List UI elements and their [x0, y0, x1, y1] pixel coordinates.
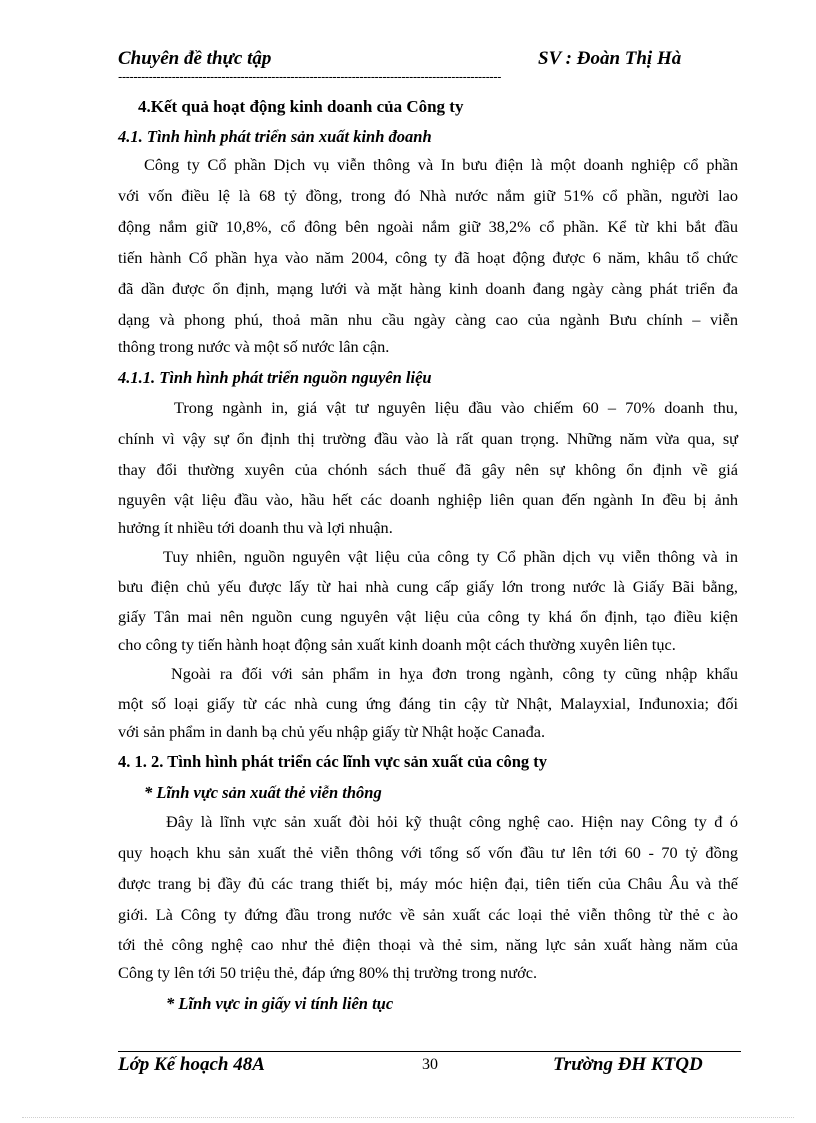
footer-school: Trường ĐH KTQD	[553, 1054, 703, 1075]
paragraph-line: Trong ngành in, giá vật tư nguyên liệu đầu vào chiếm 60 – 70% doanh thu,	[174, 398, 738, 417]
paragraph-line: bưu điện chủ yếu được lấy từ hai nhà cung cấp giấy lớn trong nước là Giấy Bãi bằng,	[118, 577, 738, 596]
header-title: Chuyên đề thực tập	[118, 48, 272, 69]
paragraph-line: tới thẻ công nghệ cao như thẻ điện thoại và thẻ sim, năng lực sản xuất hàng năm của	[118, 935, 738, 954]
subsection-heading: 4.1. Tình hình phát triển sản xuất kinh đoanh	[118, 127, 432, 146]
paragraph-line: một số loại giấy từ các nhà cung ứng đáng tin cậy từ Nhật, Malayxial, Inđunoxia; đối	[118, 694, 738, 713]
page-number: 30	[422, 1056, 438, 1073]
list-heading: * Lĩnh vực sản xuất thẻ viễn thông	[144, 783, 382, 802]
section-heading: 4.Kết quả hoạt động kinh doanh của Công ty	[138, 97, 464, 116]
paragraph-line: Công ty lên tới 50 triệu thẻ, đáp ứng 80% thị trường trong nước.	[118, 963, 538, 982]
paragraph-line: đã dần được ổn định, mạng lưới và mặt hàng kinh doanh đang ngày càng phát triển đa	[118, 279, 738, 298]
list-heading: * Lĩnh vực in giấy vi tính liên tục	[166, 994, 394, 1013]
paragraph-line: giấy Tân mai nên nguồn cung nguyên vật liệu của công ty khá ổn định, tạo điều kiện	[118, 607, 738, 626]
paragraph-line: tiến hành Cổ phần hỵa vào năm 2004, công ty đã hoạt động được 6 năm, khâu tổ chức	[118, 248, 738, 267]
header-divider: ----------------------------------------------------------------------------------------------------	[118, 70, 501, 84]
paragraph-line: chính vì vậy sự ổn định thị trường đầu vào là rất quan trọng. Những năm vừa qua, sự	[118, 429, 738, 448]
paragraph-line: giới. Là Công ty đứng đầu trong nước về sản xuất các loại thẻ viễn thông từ thẻ c ào	[118, 905, 738, 924]
paragraph-line: quy hoạch khu sản xuất thẻ viễn thông với tổng số vốn đầu tư lên tới 60 - 70 tỷ đồng	[118, 843, 738, 862]
subsection-heading: 4. 1. 2. Tình hình phát triển các lĩnh vực sản xuất của công ty	[118, 752, 548, 771]
paragraph-line: được trang bị đầy đủ các trang thiết bị, máy móc hiện đại, tiên tiến của Châu Âu và thế	[118, 874, 738, 893]
paragraph-line: nguyên vật liệu đầu vào, hầu hết các doanh nghiệp liên quan đến ngành In đều bị ảnh	[118, 490, 738, 509]
page-edge-divider	[22, 1117, 794, 1118]
paragraph-line: Đây là lĩnh vực sản xuất đòi hỏi kỹ thuật công nghệ cao. Hiện nay Công ty đ ó	[166, 812, 738, 831]
paragraph-line: Tuy nhiên, nguồn nguyên vật liệu của công ty Cổ phần dịch vụ viễn thông và in	[163, 547, 738, 566]
paragraph-line: cho công ty tiến hành hoạt động sản xuất kinh doanh một cách thường xuyên liên tục.	[118, 635, 676, 654]
paragraph-line: với sản phẩm in danh bạ chủ yếu nhập giấy từ Nhật hoặc Canađa.	[118, 722, 546, 741]
footer-class: Lớp Kế hoạch 48A	[118, 1054, 265, 1075]
paragraph-line: thông trong nước và một số nước lân cận.	[118, 337, 390, 356]
paragraph-line: hưởng ít nhiều tới doanh thu và lợi nhuận.	[118, 518, 393, 537]
paragraph-line: dạng và phong phú, thoả mãn nhu cầu ngày càng cao của ngành Bưu chính – viễn	[118, 310, 738, 329]
paragraph-line: với vốn điều lệ là 68 tỷ đồng, trong đó Nhà nước nắm giữ 51% cổ phần, người lao	[118, 186, 738, 205]
paragraph-line: Ngoài ra đối với sản phẩm in hỵa đơn trong ngành, công ty cũng nhập khẩu	[171, 664, 738, 683]
paragraph-line: thay đổi thường xuyên của chónh sách thuế đã gây nên sự không ổn định về giá	[118, 460, 738, 479]
header-author: SV : Đoàn Thị Hà	[538, 48, 682, 69]
footer-divider	[118, 1051, 741, 1052]
paragraph-line: Công ty Cổ phần Dịch vụ viễn thông và In bưu điện là một doanh nghiệp cổ phần	[144, 155, 738, 174]
subsection-heading: 4.1.1. Tình hình phát triển nguồn nguyên liệu	[118, 368, 432, 387]
paragraph-line: động nắm giữ 10,8%, cổ đông bên ngoài nắm giữ 38,2% cổ phần. Kể từ khi bắt đầu	[118, 217, 738, 236]
